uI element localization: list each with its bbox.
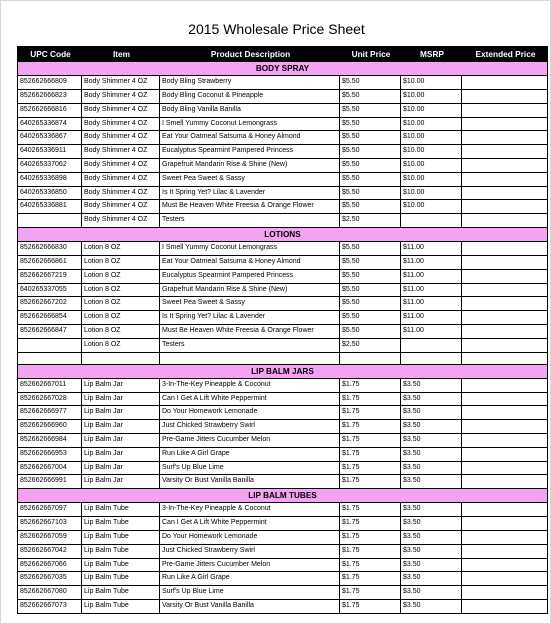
upc-cell: 852662667080 <box>18 586 82 600</box>
extended-price-cell <box>462 269 548 283</box>
description-cell: Pre-Game Jitters Cucumber Melon <box>160 433 340 447</box>
upc-cell: 852662666847 <box>18 324 82 338</box>
extended-price-cell <box>462 558 548 572</box>
upc-cell: 852662666984 <box>18 433 82 447</box>
description-cell: Body Bling Coconut & Pineapple <box>160 90 340 104</box>
table-row <box>18 90 548 104</box>
msrp-cell: $11.00 <box>401 269 462 283</box>
upc-cell: 852662667059 <box>18 530 82 544</box>
msrp-cell: $10.00 <box>401 103 462 117</box>
section-header-row <box>18 364 548 378</box>
page-title: 2015 Wholesale Price Sheet <box>188 21 365 37</box>
table-row <box>18 447 548 461</box>
description-cell: Is It Spring Yet? Lilac & Lavender <box>160 311 340 325</box>
description-cell: Do Your Homework Lemonade <box>160 406 340 420</box>
item-cell: Lip Balm Jar <box>82 406 160 420</box>
table-row <box>18 599 548 613</box>
extended-price-cell <box>462 117 548 131</box>
msrp-cell: $10.00 <box>401 158 462 172</box>
upc-cell: 852662667028 <box>18 392 82 406</box>
price-table <box>17 46 548 614</box>
msrp-cell: $3.50 <box>401 378 462 392</box>
table-row <box>18 311 548 325</box>
table-row <box>18 338 548 352</box>
msrp-cell: $3.50 <box>401 503 462 517</box>
unit-price-cell: $1.75 <box>340 433 401 447</box>
description-cell: I Smell Yummy Coconut Lemongrass <box>160 242 340 256</box>
upc-cell: 852662667066 <box>18 558 82 572</box>
msrp-cell: $10.00 <box>401 131 462 145</box>
empty-cell <box>18 352 82 364</box>
description-cell: Run Like A Girl Grape <box>160 572 340 586</box>
table-row <box>18 420 548 434</box>
item-cell: Lotion 8 OZ <box>82 269 160 283</box>
unit-price-cell: $1.75 <box>340 544 401 558</box>
table-row <box>18 76 548 90</box>
unit-price-cell: $5.50 <box>340 90 401 104</box>
table-row <box>18 392 548 406</box>
description-cell: Body Bling Strawberry <box>160 76 340 90</box>
description-cell: Can I Get A Lift White Peppermint <box>160 517 340 531</box>
upc-cell: 852662666861 <box>18 255 82 269</box>
msrp-cell: $3.50 <box>401 558 462 572</box>
msrp-cell: $11.00 <box>401 283 462 297</box>
description-cell: Just Chicked Strawberry Swirl <box>160 420 340 434</box>
extended-price-cell <box>462 530 548 544</box>
table-row <box>18 131 548 145</box>
description-cell: Surf's Up Blue Lime <box>160 586 340 600</box>
table-row <box>18 269 548 283</box>
description-cell: Eucalyptus Spearmint Pampered Princess <box>160 145 340 159</box>
extended-price-cell <box>462 338 548 352</box>
table-row <box>18 172 548 186</box>
table-row <box>18 145 548 159</box>
unit-price-cell: $5.50 <box>340 311 401 325</box>
item-cell: Lip Balm Tube <box>82 572 160 586</box>
item-cell: Body Shimmer 4 OZ <box>82 172 160 186</box>
upc-cell: 852662667103 <box>18 517 82 531</box>
extended-price-cell <box>462 255 548 269</box>
unit-price-cell: $5.50 <box>340 242 401 256</box>
description-cell: Must Be Heaven White Freesia & Orange Flower <box>160 200 340 214</box>
msrp-cell: $3.50 <box>401 517 462 531</box>
msrp-cell: $10.00 <box>401 90 462 104</box>
upc-cell: 640265336881 <box>18 200 82 214</box>
description-cell: Sweet Pea Sweet & Sassy <box>160 297 340 311</box>
item-cell: Body Shimmer 4 OZ <box>82 214 160 228</box>
description-cell: Testers <box>160 214 340 228</box>
unit-price-cell: $1.75 <box>340 586 401 600</box>
upc-cell: 852662666823 <box>18 90 82 104</box>
description-cell: Varsity Or Bust Vanilla Banilla <box>160 599 340 613</box>
table-row <box>18 297 548 311</box>
msrp-cell: $3.50 <box>401 475 462 489</box>
description-cell: Testers <box>160 338 340 352</box>
extended-price-cell <box>462 297 548 311</box>
description-cell: Grapefruit Mandarin Rise & Shine (New) <box>160 283 340 297</box>
table-row <box>18 558 548 572</box>
description-cell: Can I Get A Lift White Peppermint <box>160 392 340 406</box>
unit-price-cell: $2.50 <box>340 338 401 352</box>
description-cell: Surf's Up Blue Lime <box>160 461 340 475</box>
item-cell: Lip Balm Tube <box>82 558 160 572</box>
header-item: Item <box>82 47 160 62</box>
table-row <box>18 283 548 297</box>
unit-price-cell: $5.50 <box>340 158 401 172</box>
header-msrp: MSRP <box>401 47 462 62</box>
msrp-cell: $3.50 <box>401 447 462 461</box>
table-row <box>18 517 548 531</box>
upc-cell: 852662666809 <box>18 76 82 90</box>
upc-cell: 640265337062 <box>18 158 82 172</box>
item-cell: Body Shimmer 4 OZ <box>82 90 160 104</box>
upc-cell: 852662667219 <box>18 269 82 283</box>
extended-price-cell <box>462 158 548 172</box>
upc-cell: 640265336874 <box>18 117 82 131</box>
upc-cell: 852662667004 <box>18 461 82 475</box>
extended-price-cell <box>462 214 548 228</box>
item-cell: Body Shimmer 4 OZ <box>82 200 160 214</box>
description-cell: Body Bling Vanilla Banilla <box>160 103 340 117</box>
item-cell: Body Shimmer 4 OZ <box>82 186 160 200</box>
item-cell: Body Shimmer 4 OZ <box>82 117 160 131</box>
extended-price-cell <box>462 503 548 517</box>
item-cell: Lotion 8 OZ <box>82 311 160 325</box>
description-cell: 3-In-The-Key Pineapple & Coconut <box>160 503 340 517</box>
upc-cell: 852662667042 <box>18 544 82 558</box>
section-title: BODY SPRAY <box>18 62 548 76</box>
unit-price-cell: $1.75 <box>340 530 401 544</box>
upc-cell: 852662666960 <box>18 420 82 434</box>
msrp-cell: $3.50 <box>401 599 462 613</box>
extended-price-cell <box>462 311 548 325</box>
unit-price-cell: $1.75 <box>340 572 401 586</box>
extended-price-cell <box>462 242 548 256</box>
description-cell: Just Chicked Strawberry Swirl <box>160 544 340 558</box>
unit-price-cell: $1.75 <box>340 378 401 392</box>
upc-cell: 852662666991 <box>18 475 82 489</box>
description-cell: Run Like A Girl Grape <box>160 447 340 461</box>
item-cell: Lip Balm Tube <box>82 586 160 600</box>
msrp-cell: $10.00 <box>401 200 462 214</box>
item-cell: Body Shimmer 4 OZ <box>82 131 160 145</box>
item-cell: Body Shimmer 4 OZ <box>82 103 160 117</box>
extended-price-cell <box>462 283 548 297</box>
extended-price-cell <box>462 324 548 338</box>
msrp-cell: $3.50 <box>401 572 462 586</box>
table-row <box>18 572 548 586</box>
upc-cell <box>18 338 82 352</box>
msrp-cell: $3.50 <box>401 544 462 558</box>
extended-price-cell <box>462 76 548 90</box>
description-cell: Pre-Game Jitters Cucumber Melon <box>160 558 340 572</box>
table-row <box>18 475 548 489</box>
empty-cell <box>462 352 548 364</box>
header-upc-code: UPC Code <box>18 47 82 62</box>
upc-cell: 852662666977 <box>18 406 82 420</box>
upc-cell: 852662666816 <box>18 103 82 117</box>
msrp-cell: $10.00 <box>401 186 462 200</box>
description-cell: 3-In-The-Key Pineapple & Coconut <box>160 378 340 392</box>
unit-price-cell: $5.50 <box>340 172 401 186</box>
unit-price-cell: $5.50 <box>340 269 401 283</box>
extended-price-cell <box>462 586 548 600</box>
description-cell: Do Your Homework Lemonade <box>160 530 340 544</box>
table-row <box>18 200 548 214</box>
extended-price-cell <box>462 475 548 489</box>
upc-cell: 852662667035 <box>18 572 82 586</box>
upc-cell: 640265337055 <box>18 283 82 297</box>
item-cell: Lotion 8 OZ <box>82 338 160 352</box>
upc-cell: 852662667097 <box>18 503 82 517</box>
table-body <box>18 62 548 614</box>
table-row <box>18 103 548 117</box>
item-cell: Lip Balm Jar <box>82 447 160 461</box>
msrp-cell: $3.50 <box>401 420 462 434</box>
upc-cell: 640265336850 <box>18 186 82 200</box>
upc-cell: 640265336867 <box>18 131 82 145</box>
description-cell: Sweet Pea Sweet & Sassy <box>160 172 340 186</box>
unit-price-cell: $1.75 <box>340 406 401 420</box>
table-row <box>18 406 548 420</box>
unit-price-cell: $1.75 <box>340 503 401 517</box>
msrp-cell: $3.50 <box>401 406 462 420</box>
section-title: LOTIONS <box>18 227 548 241</box>
unit-price-cell: $1.75 <box>340 420 401 434</box>
section-title: LIP BALM JARS <box>18 364 548 378</box>
upc-cell: 852662666830 <box>18 242 82 256</box>
description-cell: Grapefruit Mandarin Rise & Shine (New) <box>160 158 340 172</box>
msrp-cell: $11.00 <box>401 242 462 256</box>
item-cell: Body Shimmer 4 OZ <box>82 145 160 159</box>
extended-price-cell <box>462 145 548 159</box>
item-cell: Lip Balm Jar <box>82 433 160 447</box>
unit-price-cell: $5.50 <box>340 76 401 90</box>
table-row <box>18 117 548 131</box>
extended-price-cell <box>462 406 548 420</box>
item-cell: Lip Balm Jar <box>82 378 160 392</box>
empty-cell <box>82 352 160 364</box>
item-cell: Lip Balm Tube <box>82 517 160 531</box>
msrp-cell: $11.00 <box>401 311 462 325</box>
msrp-cell: $3.50 <box>401 392 462 406</box>
section-title: LIP BALM TUBES <box>18 489 548 503</box>
msrp-cell: $11.00 <box>401 255 462 269</box>
extended-price-cell <box>462 461 548 475</box>
item-cell: Lip Balm Tube <box>82 544 160 558</box>
table-row <box>18 378 548 392</box>
unit-price-cell: $5.50 <box>340 131 401 145</box>
table-row <box>18 324 548 338</box>
header-unit-price: Unit Price <box>340 47 401 62</box>
unit-price-cell: $1.75 <box>340 517 401 531</box>
unit-price-cell: $5.50 <box>340 186 401 200</box>
table-row <box>18 158 548 172</box>
unit-price-cell: $5.50 <box>340 255 401 269</box>
header-row <box>18 47 548 62</box>
table-row <box>18 214 548 228</box>
msrp-cell <box>401 338 462 352</box>
item-cell: Lotion 8 OZ <box>82 242 160 256</box>
item-cell: Lotion 8 OZ <box>82 283 160 297</box>
extended-price-cell <box>462 572 548 586</box>
msrp-cell: $10.00 <box>401 172 462 186</box>
item-cell: Body Shimmer 4 OZ <box>82 76 160 90</box>
empty-cell <box>340 352 401 364</box>
table-row <box>18 433 548 447</box>
table-row <box>18 503 548 517</box>
upc-cell: 852662666953 <box>18 447 82 461</box>
extended-price-cell <box>462 392 548 406</box>
unit-price-cell: $5.50 <box>340 297 401 311</box>
table-row <box>18 461 548 475</box>
unit-price-cell: $5.50 <box>340 103 401 117</box>
header-product-description: Product Description <box>160 47 340 62</box>
section-header-row <box>18 489 548 503</box>
extended-price-cell <box>462 378 548 392</box>
extended-price-cell <box>462 131 548 145</box>
upc-cell <box>18 214 82 228</box>
msrp-cell: $11.00 <box>401 324 462 338</box>
unit-price-cell: $1.75 <box>340 461 401 475</box>
extended-price-cell <box>462 544 548 558</box>
extended-price-cell <box>462 90 548 104</box>
item-cell: Lip Balm Tube <box>82 530 160 544</box>
msrp-cell: $10.00 <box>401 76 462 90</box>
upc-cell: 640265336911 <box>18 145 82 159</box>
item-cell: Lip Balm Tube <box>82 599 160 613</box>
extended-price-cell <box>462 186 548 200</box>
unit-price-cell: $1.75 <box>340 392 401 406</box>
unit-price-cell: $1.75 <box>340 599 401 613</box>
item-cell: Lip Balm Tube <box>82 503 160 517</box>
upc-cell: 852662667073 <box>18 599 82 613</box>
section-header-row <box>18 62 548 76</box>
description-cell: Is It Spring Yet? Lilac & Lavender <box>160 186 340 200</box>
item-cell: Lip Balm Jar <box>82 475 160 489</box>
item-cell: Lip Balm Jar <box>82 392 160 406</box>
msrp-cell: $10.00 <box>401 117 462 131</box>
table-row <box>18 530 548 544</box>
table-row <box>18 255 548 269</box>
item-cell: Lotion 8 OZ <box>82 324 160 338</box>
msrp-cell: $11.00 <box>401 297 462 311</box>
unit-price-cell: $1.75 <box>340 558 401 572</box>
description-cell: Eat Your Oatmeal Satsuma & Honey Almond <box>160 131 340 145</box>
unit-price-cell: $5.50 <box>340 324 401 338</box>
description-cell: Eucalyptus Spearmint Pampered Princess <box>160 269 340 283</box>
empty-cell <box>401 352 462 364</box>
description-cell: Eat Your Oatmeal Satsuma & Honey Almond <box>160 255 340 269</box>
upc-cell: 852662667202 <box>18 297 82 311</box>
description-cell: Varsity Or Bust Vanilla Banilla <box>160 475 340 489</box>
item-cell: Lip Balm Jar <box>82 420 160 434</box>
description-cell: Must Be Heaven White Freesia & Orange Flower <box>160 324 340 338</box>
extended-price-cell <box>462 599 548 613</box>
upc-cell: 640265336898 <box>18 172 82 186</box>
description-cell: I Smell Yummy Coconut Lemongrass <box>160 117 340 131</box>
msrp-cell: $10.00 <box>401 145 462 159</box>
msrp-cell: $3.50 <box>401 530 462 544</box>
extended-price-cell <box>462 433 548 447</box>
table-row <box>18 242 548 256</box>
blank-row <box>18 352 548 364</box>
msrp-cell: $3.50 <box>401 461 462 475</box>
item-cell: Body Shimmer 4 OZ <box>82 158 160 172</box>
extended-price-cell <box>462 420 548 434</box>
upc-cell: 852662667011 <box>18 378 82 392</box>
unit-price-cell: $5.50 <box>340 145 401 159</box>
unit-price-cell: $5.50 <box>340 200 401 214</box>
extended-price-cell <box>462 103 548 117</box>
header-extended-price: Extended Price <box>462 47 548 62</box>
section-header-row <box>18 227 548 241</box>
msrp-cell: $3.50 <box>401 433 462 447</box>
unit-price-cell: $1.75 <box>340 447 401 461</box>
unit-price-cell: $5.50 <box>340 117 401 131</box>
unit-price-cell: $1.75 <box>340 475 401 489</box>
msrp-cell: $3.50 <box>401 586 462 600</box>
extended-price-cell <box>462 517 548 531</box>
item-cell: Lotion 8 OZ <box>82 255 160 269</box>
item-cell: Lip Balm Jar <box>82 461 160 475</box>
empty-cell <box>160 352 340 364</box>
table-row <box>18 186 548 200</box>
upc-cell: 852662666854 <box>18 311 82 325</box>
table-row <box>18 586 548 600</box>
msrp-cell <box>401 214 462 228</box>
table-row <box>18 544 548 558</box>
extended-price-cell <box>462 447 548 461</box>
unit-price-cell: $2.50 <box>340 214 401 228</box>
item-cell: Lotion 8 OZ <box>82 297 160 311</box>
extended-price-cell <box>462 200 548 214</box>
unit-price-cell: $5.50 <box>340 283 401 297</box>
extended-price-cell <box>462 172 548 186</box>
